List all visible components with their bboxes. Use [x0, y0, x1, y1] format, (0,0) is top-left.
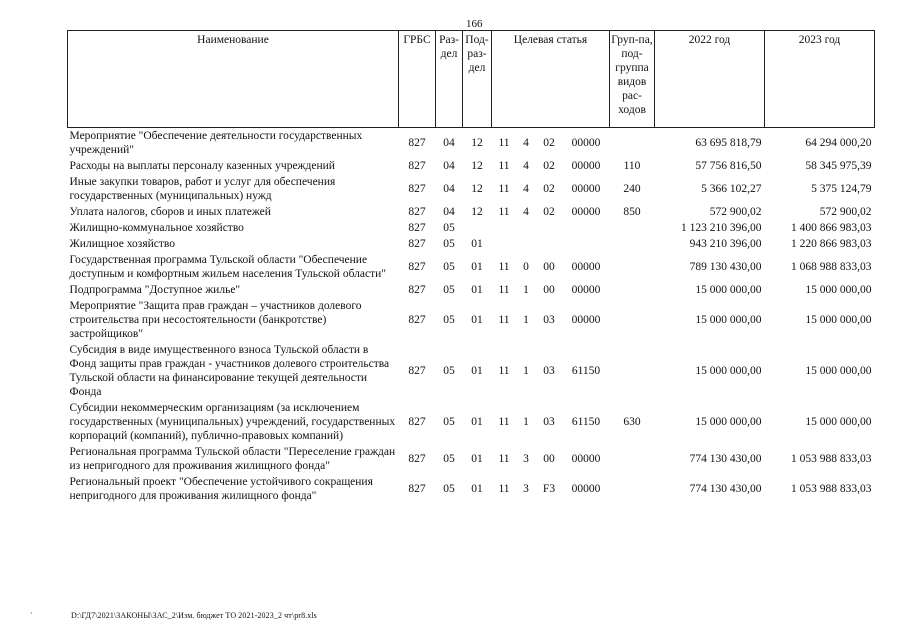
row-razdel: 05: [443, 261, 455, 273]
table-row: [68, 282, 875, 298]
row-amount-2022: 774 130 430,00: [689, 453, 762, 465]
row-grbs: 827: [408, 160, 426, 172]
row-target-program: 11: [498, 483, 510, 495]
row-target-program: 11: [498, 416, 510, 428]
row-razdel: 05: [443, 238, 455, 250]
row-amount-2022: 57 756 816,50: [695, 160, 762, 172]
row-expense-type: [610, 128, 655, 159]
row-grbs: 827: [408, 183, 426, 195]
row-target-event: 03: [543, 365, 555, 377]
row-expense-type: 110: [623, 160, 641, 172]
row-target-program: 11: [498, 261, 510, 273]
row-podrazdel: 01: [471, 453, 483, 465]
margin-mark: ·: [30, 609, 33, 618]
row-podrazdel: 12: [471, 137, 483, 149]
table-row: [68, 252, 875, 282]
row-grbs: 827: [408, 416, 426, 428]
row-target-program: 11: [498, 160, 510, 172]
row-target-subprogram: [517, 236, 536, 252]
row-target-program: 11: [498, 206, 510, 218]
row-target-event: 02: [543, 206, 555, 218]
row-amount-2023: 5 375 124,79: [811, 183, 872, 195]
row-target-event: 02: [543, 137, 555, 149]
row-amount-2022: 63 695 818,79: [695, 137, 762, 149]
row-name: Уплата налогов, сборов и иных платежей: [69, 206, 271, 218]
row-amount-2022: 15 000 000,00: [695, 416, 762, 428]
row-target-event: 00: [543, 453, 555, 465]
table-row: [68, 474, 875, 504]
row-expense-type: [610, 236, 655, 252]
row-amount-2023: 1 220 866 983,03: [791, 238, 872, 250]
table-row: [68, 220, 875, 236]
row-podrazdel: 12: [471, 206, 483, 218]
row-grbs: 827: [408, 261, 426, 273]
row-razdel: 05: [443, 453, 455, 465]
row-razdel: 05: [443, 483, 455, 495]
row-podrazdel: 01: [471, 416, 483, 428]
row-razdel: 05: [443, 365, 455, 377]
table-body: [68, 128, 875, 505]
row-amount-2023: 64 294 000,20: [805, 137, 872, 149]
header-podrazdel: Под-раз-дел: [463, 31, 492, 128]
row-target-direction: [563, 220, 610, 236]
header-name: Наименование: [68, 31, 399, 128]
row-amount-2023: 15 000 000,00: [805, 314, 872, 326]
row-target-subprogram: 3: [523, 483, 529, 495]
row-razdel: 04: [443, 160, 455, 172]
row-name: Мероприятие "Обеспечение деятельности государственных учреждений": [69, 130, 363, 156]
row-target-subprogram: 1: [523, 314, 529, 326]
row-amount-2022: 774 130 430,00: [689, 483, 762, 495]
row-name: Государственная программа Тульской области "Обеспечение доступным и комфортным жильем населения Тульской области": [69, 254, 386, 280]
row-target-event: 02: [543, 160, 555, 172]
row-amount-2023: 1 053 988 833,03: [791, 483, 872, 495]
row-podrazdel: [463, 220, 492, 236]
row-target-event: F3: [542, 483, 556, 495]
row-target-subprogram: 1: [523, 416, 529, 428]
table-row: [68, 342, 875, 400]
row-amount-2023: 15 000 000,00: [805, 284, 872, 296]
row-amount-2023: 1 068 988 833,03: [791, 261, 872, 273]
row-expense-type: 630: [623, 416, 641, 428]
row-target-subprogram: 4: [523, 206, 529, 218]
row-podrazdel: 01: [471, 483, 483, 495]
table-row: [68, 204, 875, 220]
row-target-direction: 00000: [571, 483, 601, 495]
row-razdel: 05: [443, 284, 455, 296]
row-razdel: 04: [443, 206, 455, 218]
row-target-direction: 61150: [571, 365, 601, 377]
row-amount-2023: 1 400 866 983,03: [791, 222, 872, 234]
row-expense-type: [610, 282, 655, 298]
table-row: [68, 236, 875, 252]
table-row: [68, 444, 875, 474]
row-target-program: 11: [498, 284, 510, 296]
row-name: Региональная программа Тульской области "Переселение граждан из непригодного для проживания жилищного фонда": [69, 446, 396, 472]
row-target-direction: [563, 236, 610, 252]
row-target-event: 03: [543, 314, 555, 326]
row-podrazdel: 12: [471, 183, 483, 195]
row-name: Субсидия в виде имущественного взноса Тульской области в Фонд защиты прав граждан - участников долевого строительства Тульской области на финансирование текущей деятельности Фонда: [69, 344, 390, 398]
row-amount-2022: 15 000 000,00: [695, 365, 762, 377]
row-target-program: [492, 220, 517, 236]
row-razdel: 04: [443, 137, 455, 149]
row-razdel: 05: [443, 222, 455, 234]
row-target-direction: 00000: [571, 453, 601, 465]
table-row: [68, 400, 875, 444]
table-row: [68, 298, 875, 342]
header-target-article: Целевая статья: [492, 31, 610, 128]
row-name: Субсидии некоммерческим организациям (за исключением государственных (муниципальных) учреждений, государственных корпораций (компаний), публично-правовых компаний): [69, 402, 396, 442]
row-amount-2022: 1 123 210 396,00: [681, 222, 762, 234]
row-name: Иные закупки товаров, работ и услуг для обеспечения государственных (муниципальных) нужд: [69, 176, 336, 202]
row-podrazdel: 12: [471, 160, 483, 172]
budget-table: [67, 30, 875, 504]
row-target-subprogram: 0: [523, 261, 529, 273]
row-amount-2023: 58 345 975,39: [805, 160, 872, 172]
row-grbs: 827: [408, 284, 426, 296]
row-expense-type: [610, 444, 655, 474]
row-grbs: 827: [408, 206, 426, 218]
row-grbs: 827: [408, 314, 426, 326]
row-amount-2023: 15 000 000,00: [805, 416, 872, 428]
row-grbs: 827: [408, 222, 426, 234]
header-expense-group: Груп-па, под-группа видов рас-ходов: [610, 31, 655, 128]
row-target-subprogram: 4: [523, 183, 529, 195]
row-expense-type: [610, 252, 655, 282]
row-expense-type: [610, 342, 655, 400]
row-grbs: 827: [408, 483, 426, 495]
row-amount-2022: 572 900,02: [709, 206, 762, 218]
row-razdel: 05: [443, 416, 455, 428]
row-target-direction: 00000: [571, 284, 601, 296]
row-amount-2022: 15 000 000,00: [695, 284, 762, 296]
table-header: [68, 31, 875, 128]
header-year-2023: 2023 год: [765, 31, 875, 128]
row-amount-2023: 1 053 988 833,03: [791, 453, 872, 465]
row-expense-type: 850: [623, 206, 641, 218]
row-target-direction: 00000: [571, 206, 601, 218]
row-target-subprogram: 4: [523, 137, 529, 149]
row-podrazdel: 01: [471, 365, 483, 377]
row-razdel: 04: [443, 183, 455, 195]
row-name: Подпрограмма "Доступное жилье": [69, 284, 241, 296]
row-podrazdel: 01: [471, 284, 483, 296]
row-name: Жилищно-коммунальное хозяйство: [69, 222, 244, 234]
row-podrazdel: 01: [471, 261, 483, 273]
table-row: [68, 174, 875, 204]
row-expense-type: [610, 474, 655, 504]
row-target-program: 11: [498, 365, 510, 377]
row-target-direction: 00000: [571, 183, 601, 195]
row-target-direction: 00000: [571, 261, 601, 273]
row-target-direction: 00000: [571, 160, 601, 172]
row-target-event: [536, 220, 563, 236]
row-target-direction: 00000: [571, 314, 601, 326]
row-target-program: 11: [498, 137, 510, 149]
row-grbs: 827: [408, 453, 426, 465]
row-name: Мероприятие "Защита прав граждан – участников долевого строительства при несостоятельности (банкротстве) застройщиков": [69, 300, 362, 340]
row-amount-2022: 789 130 430,00: [689, 261, 762, 273]
header-year-2022: 2022 год: [655, 31, 765, 128]
row-name: Жилищное хозяйство: [69, 238, 176, 250]
row-target-event: 00: [543, 261, 555, 273]
row-amount-2022: 5 366 102,27: [701, 183, 762, 195]
row-target-event: [536, 236, 563, 252]
table-row: [68, 128, 875, 159]
row-amount-2022: 15 000 000,00: [695, 314, 762, 326]
row-amount-2023: 15 000 000,00: [805, 365, 872, 377]
row-target-direction: 00000: [571, 137, 601, 149]
row-expense-type: 240: [623, 183, 641, 195]
header-razdel: Раз-дел: [436, 31, 463, 128]
row-target-direction: 61150: [571, 416, 601, 428]
row-podrazdel: 01: [471, 314, 483, 326]
row-target-program: 11: [498, 314, 510, 326]
row-target-subprogram: 3: [523, 453, 529, 465]
row-amount-2022: 943 210 396,00: [689, 238, 762, 250]
row-podrazdel: 01: [471, 238, 483, 250]
row-name: Расходы на выплаты персоналу казенных учреждений: [69, 160, 335, 172]
row-target-program: 11: [498, 453, 510, 465]
header-grbs: ГРБС: [399, 31, 436, 128]
row-target-event: 03: [543, 416, 555, 428]
row-target-program: 11: [498, 183, 510, 195]
row-target-subprogram: [517, 220, 536, 236]
row-target-subprogram: 1: [523, 365, 529, 377]
row-expense-type: [610, 220, 655, 236]
row-target-subprogram: 4: [523, 160, 529, 172]
row-grbs: 827: [408, 365, 426, 377]
row-name: Региональный проект "Обеспечение устойчивого сокращения непригодного для проживания жилищного фонда": [69, 476, 373, 502]
row-grbs: 827: [408, 238, 426, 250]
page-number: 166: [466, 18, 483, 30]
row-target-subprogram: 1: [523, 284, 529, 296]
file-path-footer: D:\ГД7\2021\ЗАКОНЫ\ЗАС_2\Изм. бюджет ТО 2021-2023_2 чт\pr8.xls: [71, 611, 317, 620]
row-target-event: 00: [543, 284, 555, 296]
row-amount-2023: 572 900,02: [819, 206, 872, 218]
row-target-event: 02: [543, 183, 555, 195]
row-target-program: [492, 236, 517, 252]
row-expense-type: [610, 298, 655, 342]
table-row: [68, 158, 875, 174]
row-razdel: 05: [443, 314, 455, 326]
row-grbs: 827: [408, 137, 426, 149]
